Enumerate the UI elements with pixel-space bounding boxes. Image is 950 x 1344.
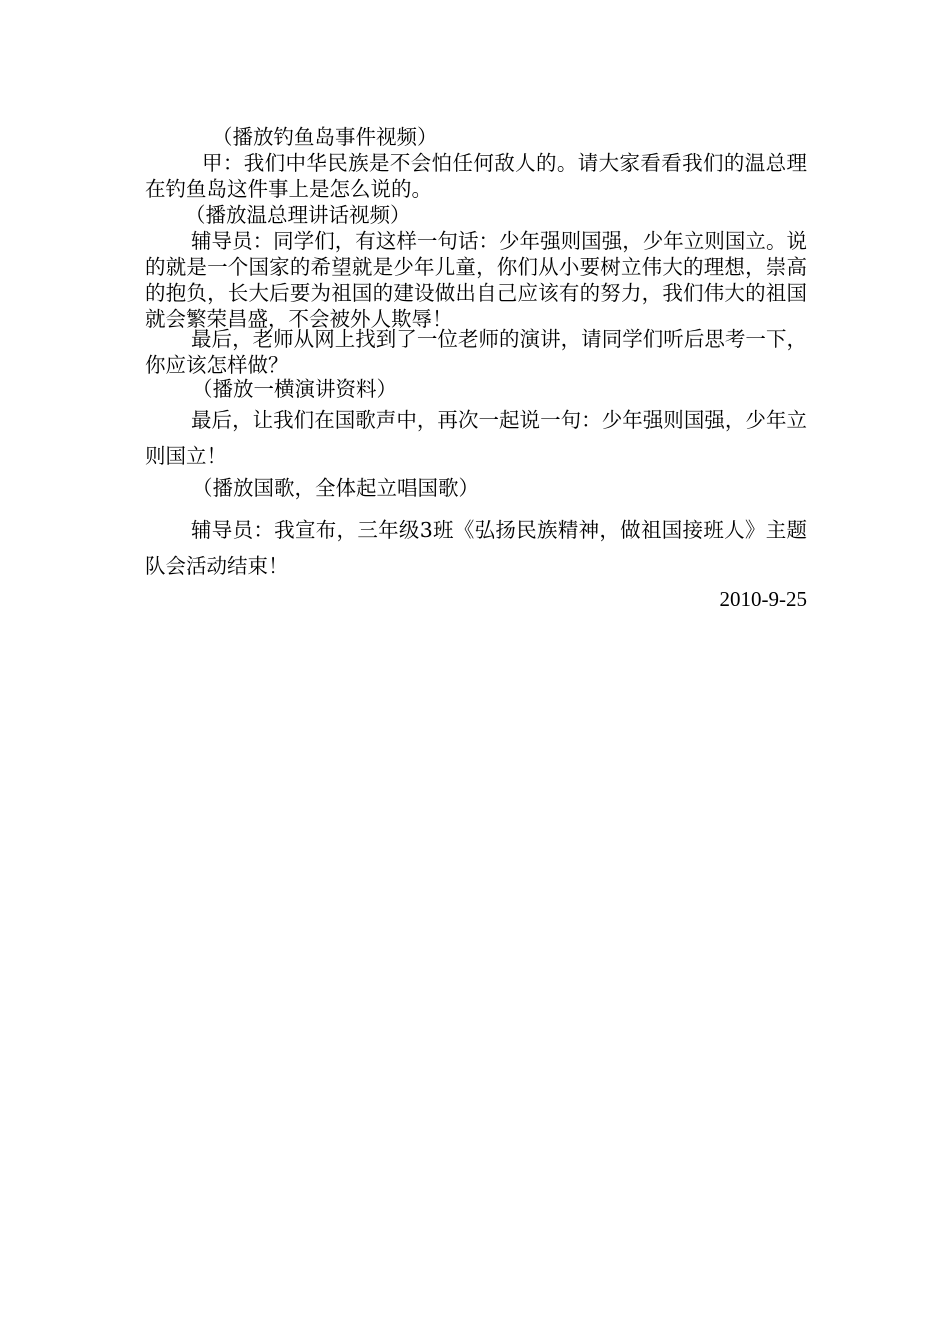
paragraph-anthem-call: 最后，让我们在国歌声中，再次一起说一句：少年强则国强，少年立则国立！ [145, 408, 807, 468]
document-date: 2010-9-25 [719, 587, 807, 611]
paragraph-jia: 甲：我们中华民族是不会怕任何敌人的。请大家看看我们的温总理在钓鱼岛这件事上是怎么说的。 [145, 151, 807, 201]
paragraph-anthem-play: （播放国歌，全体起立唱国歌） [192, 476, 479, 500]
paragraph-video-diaoyu: （播放钓鱼岛事件视频） [212, 125, 438, 149]
paragraph-lecture-intro: 最后，老师从网上找到了一位老师的演讲，请同学们听后思考一下，你应该怎样做？ [145, 327, 807, 377]
paragraph-counselor-speech: 辅导员：同学们，有这样一句话：少年强则国强，少年立则国立。说的就是一个国家的希望就是少年儿童，你们从小要树立伟大的理想，崇高的抱负，长大后要为祖国的建设做出自己应该有的努力，我们伟大的祖国就会繁荣昌盛，不会被外人欺辱！ [145, 229, 807, 331]
paragraph-lecture-material: （播放一横演讲资料） [192, 377, 397, 401]
paragraph-video-premier: （播放温总理讲话视频） [185, 203, 411, 227]
paragraph-closing: 辅导员：我宣布，三年级3班《弘扬民族精神，做祖国接班人》主题队会活动结束！ [145, 518, 807, 578]
